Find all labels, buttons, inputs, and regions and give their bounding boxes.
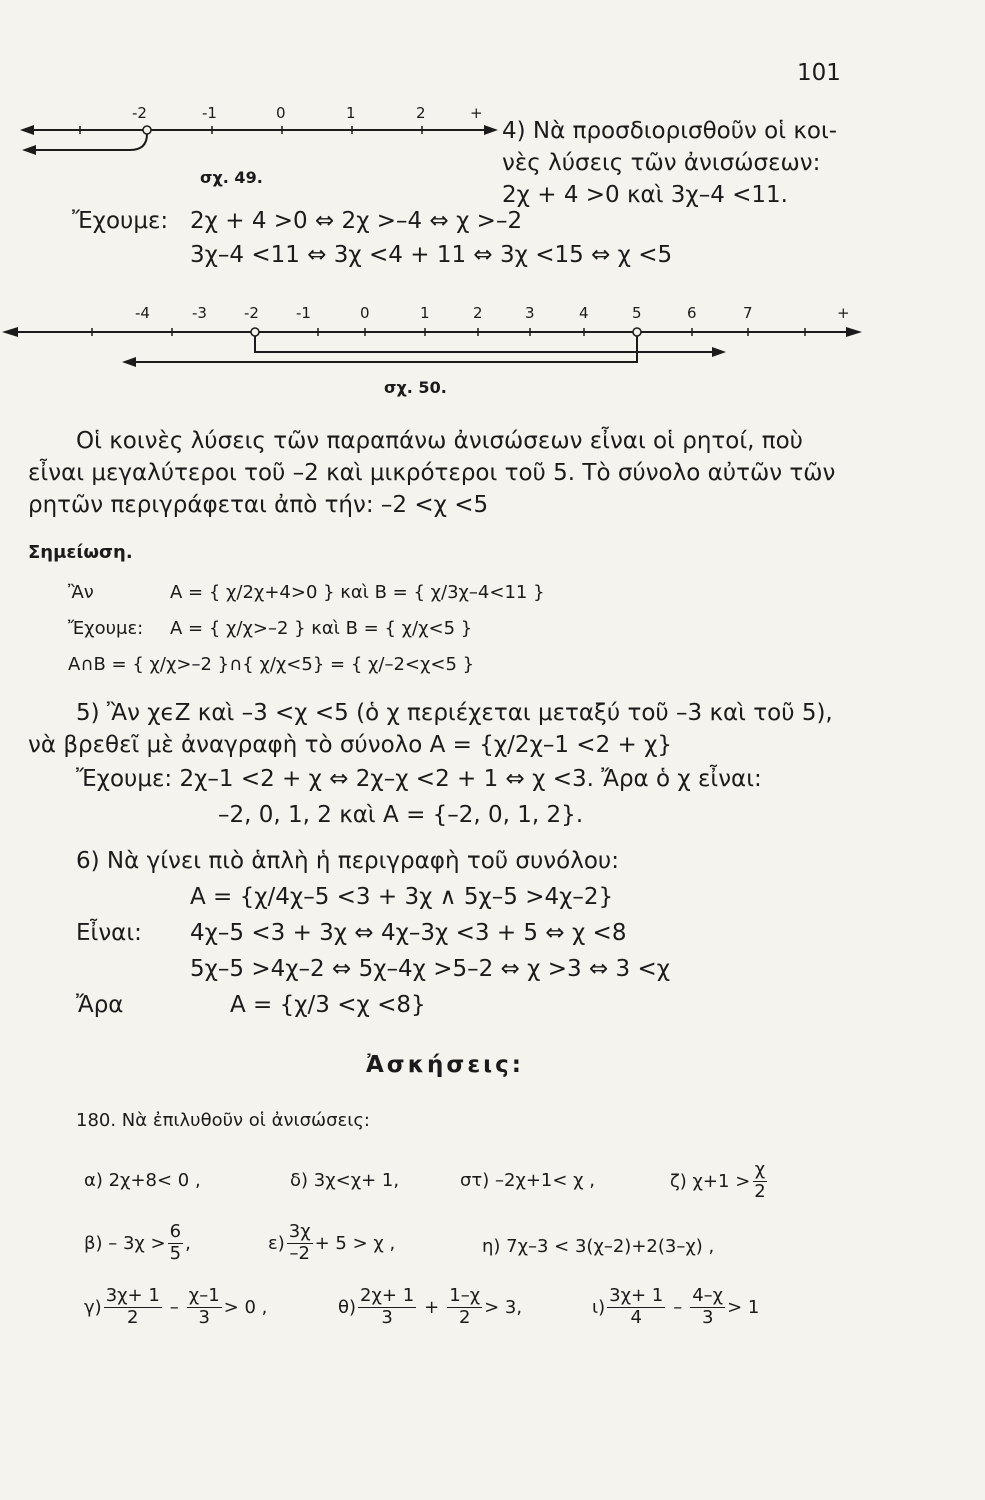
exercise-i — [592, 1286, 759, 1328]
exercise-i-prefix: ι) — [592, 1296, 606, 1318]
exercise-i-operator: – — [673, 1296, 683, 1318]
fraction-denominator: –2 — [289, 1242, 310, 1264]
fraction-denominator: 5 — [169, 1242, 182, 1264]
problem6-line4: 5χ–5 >4χ–2 ⇔ 5χ–4χ >5–2 ⇔ χ >3 ⇔ 3 <χ — [190, 956, 671, 982]
exercise-g-fraction-2 — [187, 1286, 222, 1328]
fig49-tick-label: 0 — [276, 104, 286, 122]
note-row2-label: Ἔχουμε: — [68, 618, 144, 639]
exercise-g-prefix: γ) — [84, 1296, 102, 1318]
exercise-i-fraction-1 — [607, 1286, 665, 1328]
paragraph-line3: ρητῶν περιγράφεται ἀπὸ τήν: –2 <χ <5 — [28, 492, 489, 518]
exercise-e-prefix: ε) — [268, 1232, 285, 1254]
page-number: 101 — [797, 60, 841, 86]
fig49-arrow-left — [20, 125, 34, 135]
exercise-i-fraction-2 — [690, 1286, 725, 1328]
fig50-tick-label: -3 — [192, 304, 207, 322]
exercise-g — [84, 1286, 267, 1328]
exercise-th — [338, 1286, 522, 1328]
problem5-line2: νὰ βρεθεῖ μὲ ἀναγραφὴ τὸ σύνολο A = {χ/2χ–1 <2 + χ} — [28, 732, 673, 758]
problem5-line1: 5) Ἂν χϵZ καὶ –3 <χ <5 (ὁ χ περιέχεται μεταξύ τοῦ –3 καὶ τοῦ 5), — [76, 700, 833, 726]
fraction-denominator: 3 — [198, 1306, 210, 1328]
fraction-denominator: 3 — [381, 1306, 393, 1328]
exercise-z — [670, 1160, 770, 1202]
problem6-line5: A = {χ/3 <χ <8} — [230, 992, 426, 1018]
exercise-h: η) 7χ–3 < 3(χ–2)+2(3–χ) , — [482, 1236, 715, 1257]
paragraph-line2: εἶναι μεγαλύτεροι τοῦ –2 καὶ μικρότεροι τοῦ 5. Τὸ σύνολο αὐτῶν τῶν — [28, 460, 836, 486]
exercise-b — [84, 1222, 191, 1264]
note-title: Σημείωση. — [28, 542, 133, 563]
fraction-numerator: 3χ+ 1 — [609, 1285, 664, 1306]
exercise-a: α) 2χ+8< 0 , — [84, 1170, 201, 1191]
exercise-e-fraction — [287, 1222, 313, 1264]
fig50-tick-label: 7 — [743, 304, 753, 322]
exercise-z-prefix: ζ) χ+1 > — [670, 1170, 751, 1192]
fig50-tick-label: 2 — [473, 304, 483, 322]
fig50-tick-label: -1 — [296, 304, 311, 322]
fig49-tick-label: -2 — [132, 104, 147, 122]
fig50-tick-label: 6 — [687, 304, 697, 322]
exercise-e-suffix: + 5 > χ , — [314, 1232, 396, 1254]
fraction-denominator: 3 — [701, 1306, 714, 1328]
problem4-line3: 2χ + 4 >0 καὶ 3χ–4 <11. — [502, 182, 788, 208]
fig49-tick-label: 2 — [416, 104, 426, 122]
fig49-open-point — [143, 126, 151, 134]
exercise-b-prefix: β) – 3χ > — [84, 1232, 166, 1254]
exercise-b-fraction — [168, 1222, 183, 1264]
fraction-denominator: 2 — [754, 1180, 766, 1202]
paragraph-line1: Οἱ κοινὲς λύσεις τῶν παραπάνω ἀνισώσεων εἶναι οἱ ρητοί, ποὺ — [76, 428, 803, 454]
fig49-tick-label: 1 — [346, 104, 356, 122]
fraction-numerator: 3χ — [288, 1221, 311, 1242]
fig50-open-point-left — [251, 328, 259, 336]
figure-50 — [0, 300, 985, 400]
exercise-th-suffix: > 3, — [484, 1296, 523, 1318]
exercises-heading: Ἀσκήσεις: — [366, 1052, 524, 1078]
fig50-tick-label: -4 — [135, 304, 150, 322]
exercise-th-fraction-1 — [358, 1286, 416, 1328]
fraction-numerator: 1–χ — [449, 1285, 481, 1306]
exercise-th-fraction-2 — [447, 1286, 482, 1328]
fraction-denominator: 4 — [630, 1306, 642, 1328]
fig50-tick-label: + — [837, 304, 850, 322]
exercise-g-fraction-1 — [104, 1286, 162, 1328]
note-row2-text: A = { χ/χ>–2 } καὶ B = { χ/χ<5 } — [170, 618, 473, 639]
fig50-arrow-left — [2, 327, 18, 337]
fig49-solution-bracket — [30, 134, 147, 150]
fig50-tick-label: 5 — [632, 304, 642, 322]
fig50-open-point-right — [633, 328, 641, 336]
fraction-numerator: 3χ+ 1 — [105, 1285, 160, 1306]
fraction-numerator: 2χ+ 1 — [360, 1285, 415, 1306]
problem5-line4: –2, 0, 1, 2 καὶ A = {–2, 0, 1, 2}. — [218, 802, 584, 828]
fig50-bracket-right-ray — [255, 336, 720, 352]
fig49-caption: σχ. 49. — [200, 168, 263, 187]
fraction-numerator: χ — [754, 1159, 766, 1180]
exercise-g-operator: – — [169, 1296, 179, 1318]
problem4-line2: νὲς λύσεις τῶν ἀνισώσεων: — [502, 150, 821, 176]
fraction-numerator: 6 — [169, 1221, 182, 1242]
figure-49 — [20, 100, 500, 195]
exercise-g-suffix: > 0 , — [223, 1296, 268, 1318]
problem6-line3: 4χ–5 <3 + 3χ ⇔ 4χ–3χ <3 + 5 ⇔ χ <8 — [190, 920, 627, 946]
exercise-th-prefix: θ) — [338, 1296, 357, 1318]
problem5-line3: Ἔχουμε: 2χ–1 <2 + χ ⇔ 2χ–χ <2 + 1 ⇔ χ <3. Ἄρα ὁ χ εἶναι: — [76, 766, 762, 792]
fig50-tick-label: 1 — [420, 304, 430, 322]
problem4-line1: 4) Νὰ προσδιορισθοῦν οἱ κοι- — [502, 118, 838, 144]
fig49-arrow-right — [484, 125, 498, 135]
fig50-tick-label: 4 — [579, 304, 589, 322]
fig50-bracket-left-ray — [130, 336, 637, 362]
solution4-line2: 3χ–4 <11 ⇔ 3χ <4 + 11 ⇔ 3χ <15 ⇔ χ <5 — [190, 242, 673, 268]
solution4-line1: 2χ + 4 >0 ⇔ 2χ >–4 ⇔ χ >–2 — [190, 208, 523, 234]
fig49-tick-label: + — [470, 104, 483, 122]
problem6-label-einai: Εἶναι: — [76, 920, 142, 946]
note-row1-text: A = { χ/2χ+4>0 } καὶ B = { χ/3χ–4<11 } — [170, 582, 545, 603]
exercise-b-suffix: , — [185, 1232, 191, 1254]
problem6-line1: 6) Νὰ γίνει πιὸ ἁπλὴ ἡ περιγραφὴ τοῦ συνόλου: — [76, 848, 619, 874]
note-row3-text: A∩B = { χ/χ>–2 }∩{ χ/χ<5} = { χ/–2<χ<5 } — [68, 654, 475, 675]
fraction-numerator: χ–1 — [188, 1285, 220, 1306]
fig50-arrow-right — [846, 327, 862, 337]
fraction-denominator: 2 — [127, 1306, 139, 1328]
exercise-z-fraction — [752, 1160, 767, 1202]
note-row1-label: Ἂν — [68, 582, 94, 603]
fig50-caption: σχ. 50. — [384, 378, 447, 397]
fig49-tick-label: -1 — [202, 104, 217, 122]
exercise-th-operator: + — [424, 1296, 440, 1318]
fig50-tick-label: -2 — [244, 304, 259, 322]
solution4-label: Ἔχουμε: — [72, 208, 169, 234]
fraction-denominator: 2 — [458, 1306, 471, 1328]
problem6-label-ara: Ἄρα — [76, 992, 124, 1018]
exercise-e — [268, 1222, 395, 1264]
exercise-180-intro: 180. Νὰ ἐπιλυθοῦν οἱ ἀνισώσεις: — [76, 1110, 370, 1131]
fraction-numerator: 4–χ — [692, 1285, 724, 1306]
problem6-line2: A = {χ/4χ–5 <3 + 3χ ∧ 5χ–5 >4χ–2} — [190, 884, 614, 910]
exercise-i-suffix: > 1 — [727, 1296, 760, 1318]
fig50-tick-label: 3 — [525, 304, 535, 322]
exercise-st: στ) –2χ+1< χ , — [460, 1170, 596, 1191]
fig50-tick-label: 0 — [360, 304, 370, 322]
exercise-d: δ) 3χ<χ+ 1, — [290, 1170, 400, 1191]
